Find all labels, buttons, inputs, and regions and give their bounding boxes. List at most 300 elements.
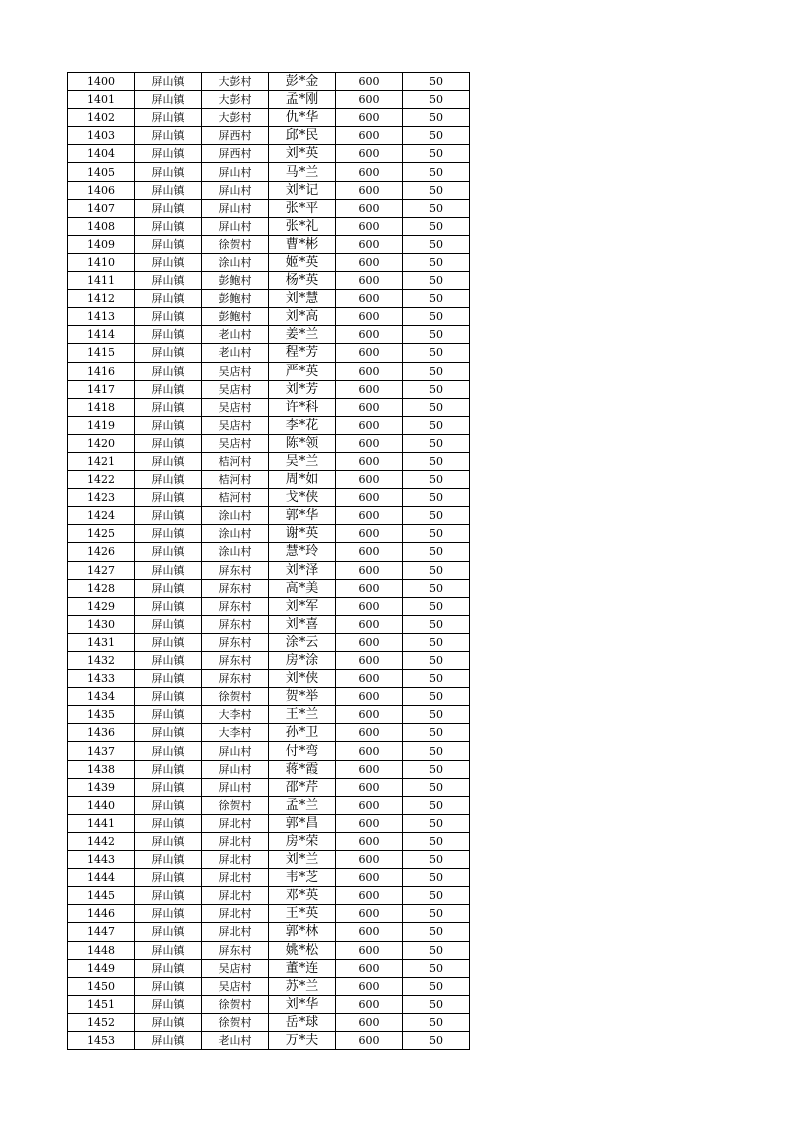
cell-town: 屏山镇 [135,652,202,670]
cell-value: 50 [403,235,470,253]
cell-name: 刘*侠 [269,670,336,688]
cell-town: 屏山镇 [135,923,202,941]
cell-name: 邓*英 [269,887,336,905]
cell-village: 吴店村 [202,380,269,398]
cell-value: 50 [403,416,470,434]
cell-serial-number: 1419 [68,416,135,434]
cell-amount: 600 [336,670,403,688]
cell-amount: 600 [336,814,403,832]
cell-serial-number: 1410 [68,253,135,271]
cell-value: 50 [403,1031,470,1049]
cell-amount: 600 [336,145,403,163]
cell-name: 周*如 [269,471,336,489]
cell-amount: 600 [336,290,403,308]
table-row [68,362,470,380]
cell-town: 屏山镇 [135,706,202,724]
cell-name: 刘*高 [269,308,336,326]
cell-value: 50 [403,905,470,923]
cell-serial-number: 1407 [68,199,135,217]
cell-town: 屏山镇 [135,272,202,290]
cell-serial-number: 1405 [68,163,135,181]
cell-name: 邵*芹 [269,778,336,796]
cell-value: 50 [403,597,470,615]
cell-village: 徐贺村 [202,235,269,253]
cell-value: 50 [403,543,470,561]
cell-value: 50 [403,706,470,724]
table-row [68,742,470,760]
cell-village: 屏山村 [202,163,269,181]
cell-value: 50 [403,851,470,869]
cell-village: 涂山村 [202,253,269,271]
table-row [68,832,470,850]
cell-amount: 600 [336,362,403,380]
cell-serial-number: 1408 [68,217,135,235]
cell-serial-number: 1429 [68,597,135,615]
cell-town: 屏山镇 [135,1013,202,1031]
cell-name: 程*芳 [269,344,336,362]
cell-town: 屏山镇 [135,941,202,959]
cell-town: 屏山镇 [135,507,202,525]
cell-name: 刘*慧 [269,290,336,308]
cell-amount: 600 [336,832,403,850]
table-row [68,199,470,217]
cell-name: 刘*记 [269,181,336,199]
cell-town: 屏山镇 [135,796,202,814]
cell-value: 50 [403,869,470,887]
cell-village: 屏北村 [202,832,269,850]
cell-name: 邱*民 [269,127,336,145]
cell-village: 吴店村 [202,977,269,995]
cell-town: 屏山镇 [135,688,202,706]
table-row [68,796,470,814]
table-row [68,434,470,452]
cell-value: 50 [403,832,470,850]
table-row [68,127,470,145]
table-row [68,181,470,199]
cell-serial-number: 1406 [68,181,135,199]
cell-serial-number: 1443 [68,851,135,869]
cell-amount: 600 [336,688,403,706]
cell-value: 50 [403,471,470,489]
cell-amount: 600 [336,579,403,597]
cell-value: 50 [403,796,470,814]
cell-village: 屏山村 [202,181,269,199]
cell-village: 老山村 [202,1031,269,1049]
cell-town: 屏山镇 [135,959,202,977]
roster-sheet [67,72,470,1050]
table-row [68,688,470,706]
cell-value: 50 [403,778,470,796]
cell-value: 50 [403,73,470,91]
cell-amount: 600 [336,163,403,181]
cell-village: 徐贺村 [202,796,269,814]
cell-town: 屏山镇 [135,434,202,452]
cell-town: 屏山镇 [135,362,202,380]
cell-name: 仇*华 [269,109,336,127]
cell-village: 老山村 [202,344,269,362]
cell-name: 刘*华 [269,995,336,1013]
cell-town: 屏山镇 [135,995,202,1013]
table-row [68,109,470,127]
cell-serial-number: 1420 [68,434,135,452]
cell-amount: 600 [336,887,403,905]
cell-town: 屏山镇 [135,579,202,597]
table-row [68,1013,470,1031]
cell-value: 50 [403,398,470,416]
cell-village: 桔河村 [202,471,269,489]
cell-amount: 600 [336,380,403,398]
cell-value: 50 [403,995,470,1013]
cell-amount: 600 [336,652,403,670]
cell-amount: 600 [336,398,403,416]
cell-serial-number: 1417 [68,380,135,398]
cell-name: 董*连 [269,959,336,977]
cell-amount: 600 [336,778,403,796]
table-row [68,652,470,670]
cell-name: 严*英 [269,362,336,380]
table-row [68,724,470,742]
table-row [68,163,470,181]
table-row [68,543,470,561]
cell-serial-number: 1439 [68,778,135,796]
cell-name: 郭*华 [269,507,336,525]
cell-value: 50 [403,199,470,217]
cell-name: 慧*玲 [269,543,336,561]
cell-name: 高*美 [269,579,336,597]
table-row [68,308,470,326]
cell-amount: 600 [336,525,403,543]
cell-town: 屏山镇 [135,525,202,543]
cell-serial-number: 1452 [68,1013,135,1031]
cell-amount: 600 [336,959,403,977]
cell-village: 涂山村 [202,507,269,525]
cell-town: 屏山镇 [135,832,202,850]
cell-village: 屏山村 [202,742,269,760]
cell-value: 50 [403,145,470,163]
cell-serial-number: 1426 [68,543,135,561]
cell-village: 涂山村 [202,525,269,543]
cell-village: 彭鲍村 [202,308,269,326]
cell-village: 屏北村 [202,814,269,832]
cell-name: 涂*云 [269,633,336,651]
cell-village: 屏北村 [202,869,269,887]
cell-serial-number: 1409 [68,235,135,253]
cell-village: 吴店村 [202,959,269,977]
cell-amount: 600 [336,561,403,579]
table-row [68,235,470,253]
cell-value: 50 [403,507,470,525]
cell-amount: 600 [336,869,403,887]
cell-town: 屏山镇 [135,127,202,145]
cell-serial-number: 1438 [68,760,135,778]
cell-amount: 600 [336,344,403,362]
cell-serial-number: 1403 [68,127,135,145]
cell-village: 屏东村 [202,561,269,579]
cell-value: 50 [403,489,470,507]
cell-name: 孟*兰 [269,796,336,814]
cell-amount: 600 [336,742,403,760]
table-row [68,290,470,308]
cell-value: 50 [403,181,470,199]
cell-serial-number: 1414 [68,326,135,344]
cell-town: 屏山镇 [135,633,202,651]
cell-value: 50 [403,434,470,452]
cell-name: 郭*昌 [269,814,336,832]
cell-amount: 600 [336,434,403,452]
cell-village: 屏东村 [202,633,269,651]
cell-town: 屏山镇 [135,145,202,163]
cell-serial-number: 1437 [68,742,135,760]
cell-town: 屏山镇 [135,452,202,470]
cell-village: 屏东村 [202,615,269,633]
cell-value: 50 [403,814,470,832]
table-row [68,814,470,832]
cell-serial-number: 1450 [68,977,135,995]
cell-name: 刘*军 [269,597,336,615]
cell-serial-number: 1427 [68,561,135,579]
table-row [68,851,470,869]
cell-amount: 600 [336,109,403,127]
table-row [68,398,470,416]
cell-village: 大彭村 [202,91,269,109]
cell-amount: 600 [336,253,403,271]
cell-serial-number: 1423 [68,489,135,507]
cell-name: 王*兰 [269,706,336,724]
cell-village: 屏山村 [202,199,269,217]
table-row [68,905,470,923]
cell-amount: 600 [336,597,403,615]
cell-town: 屏山镇 [135,416,202,434]
cell-value: 50 [403,688,470,706]
cell-name: 万*夫 [269,1031,336,1049]
table-row [68,525,470,543]
table-row [68,760,470,778]
cell-name: 付*弯 [269,742,336,760]
cell-value: 50 [403,742,470,760]
cell-name: 姜*兰 [269,326,336,344]
cell-amount: 600 [336,416,403,434]
cell-name: 吴*兰 [269,452,336,470]
table-row [68,941,470,959]
cell-value: 50 [403,380,470,398]
cell-town: 屏山镇 [135,977,202,995]
cell-value: 50 [403,615,470,633]
cell-name: 刘*英 [269,145,336,163]
cell-amount: 600 [336,995,403,1013]
cell-name: 杨*英 [269,272,336,290]
cell-name: 贺*举 [269,688,336,706]
cell-value: 50 [403,887,470,905]
cell-village: 徐贺村 [202,1013,269,1031]
table-row [68,633,470,651]
cell-village: 屏山村 [202,217,269,235]
cell-name: 姚*松 [269,941,336,959]
cell-village: 屏山村 [202,760,269,778]
cell-serial-number: 1451 [68,995,135,1013]
cell-name: 戈*侠 [269,489,336,507]
cell-serial-number: 1447 [68,923,135,941]
cell-village: 涂山村 [202,543,269,561]
table-row [68,670,470,688]
cell-serial-number: 1411 [68,272,135,290]
table-row [68,706,470,724]
cell-amount: 600 [336,977,403,995]
cell-name: 彭*金 [269,73,336,91]
cell-amount: 600 [336,724,403,742]
cell-value: 50 [403,561,470,579]
table-row [68,778,470,796]
cell-amount: 600 [336,199,403,217]
table-row [68,380,470,398]
cell-town: 屏山镇 [135,235,202,253]
cell-name: 刘*泽 [269,561,336,579]
cell-value: 50 [403,91,470,109]
cell-name: 许*科 [269,398,336,416]
cell-value: 50 [403,326,470,344]
cell-town: 屏山镇 [135,1031,202,1049]
cell-name: 刘*芳 [269,380,336,398]
cell-amount: 600 [336,633,403,651]
cell-name: 王*英 [269,905,336,923]
cell-serial-number: 1436 [68,724,135,742]
cell-amount: 600 [336,507,403,525]
cell-amount: 600 [336,127,403,145]
table-row [68,326,470,344]
cell-serial-number: 1412 [68,290,135,308]
cell-name: 马*兰 [269,163,336,181]
cell-serial-number: 1441 [68,814,135,832]
table-row [68,887,470,905]
cell-amount: 600 [336,905,403,923]
table-row [68,1031,470,1049]
table-row [68,91,470,109]
cell-value: 50 [403,344,470,362]
cell-value: 50 [403,525,470,543]
table-row [68,452,470,470]
cell-serial-number: 1416 [68,362,135,380]
table-row [68,597,470,615]
table-row [68,977,470,995]
cell-town: 屏山镇 [135,290,202,308]
cell-amount: 600 [336,760,403,778]
cell-amount: 600 [336,181,403,199]
cell-town: 屏山镇 [135,109,202,127]
cell-town: 屏山镇 [135,814,202,832]
table-row [68,579,470,597]
cell-village: 大李村 [202,724,269,742]
cell-town: 屏山镇 [135,851,202,869]
cell-village: 桔河村 [202,452,269,470]
cell-village: 屏东村 [202,652,269,670]
cell-name: 张*礼 [269,217,336,235]
cell-name: 姬*英 [269,253,336,271]
cell-amount: 600 [336,543,403,561]
cell-serial-number: 1404 [68,145,135,163]
cell-value: 50 [403,579,470,597]
table-row [68,869,470,887]
cell-village: 屏山村 [202,778,269,796]
cell-amount: 600 [336,796,403,814]
cell-value: 50 [403,362,470,380]
cell-serial-number: 1446 [68,905,135,923]
cell-amount: 600 [336,1031,403,1049]
cell-village: 屏东村 [202,579,269,597]
cell-serial-number: 1418 [68,398,135,416]
cell-town: 屏山镇 [135,253,202,271]
cell-value: 50 [403,959,470,977]
cell-name: 苏*兰 [269,977,336,995]
cell-town: 屏山镇 [135,778,202,796]
cell-village: 大彭村 [202,73,269,91]
cell-town: 屏山镇 [135,344,202,362]
cell-value: 50 [403,923,470,941]
cell-value: 50 [403,109,470,127]
table-row [68,73,470,91]
cell-value: 50 [403,272,470,290]
cell-serial-number: 1401 [68,91,135,109]
cell-name: 房*荣 [269,832,336,850]
cell-serial-number: 1425 [68,525,135,543]
cell-village: 屏西村 [202,145,269,163]
cell-serial-number: 1442 [68,832,135,850]
cell-town: 屏山镇 [135,181,202,199]
table-row [68,253,470,271]
cell-value: 50 [403,941,470,959]
cell-name: 刘*喜 [269,615,336,633]
cell-name: 张*平 [269,199,336,217]
cell-value: 50 [403,217,470,235]
cell-village: 吴店村 [202,416,269,434]
cell-village: 屏东村 [202,941,269,959]
cell-serial-number: 1432 [68,652,135,670]
roster-table [67,72,470,1050]
cell-amount: 600 [336,923,403,941]
cell-amount: 600 [336,615,403,633]
cell-serial-number: 1449 [68,959,135,977]
cell-amount: 600 [336,851,403,869]
cell-village: 屏西村 [202,127,269,145]
cell-town: 屏山镇 [135,724,202,742]
cell-serial-number: 1413 [68,308,135,326]
cell-serial-number: 1402 [68,109,135,127]
cell-value: 50 [403,652,470,670]
cell-town: 屏山镇 [135,163,202,181]
cell-town: 屏山镇 [135,217,202,235]
cell-serial-number: 1421 [68,452,135,470]
cell-name: 郭*林 [269,923,336,941]
cell-serial-number: 1428 [68,579,135,597]
cell-name: 刘*兰 [269,851,336,869]
cell-town: 屏山镇 [135,742,202,760]
cell-village: 屏东村 [202,597,269,615]
cell-value: 50 [403,670,470,688]
cell-value: 50 [403,724,470,742]
cell-name: 曹*彬 [269,235,336,253]
cell-town: 屏山镇 [135,760,202,778]
cell-town: 屏山镇 [135,380,202,398]
cell-amount: 600 [336,217,403,235]
cell-town: 屏山镇 [135,869,202,887]
cell-serial-number: 1434 [68,688,135,706]
cell-serial-number: 1424 [68,507,135,525]
cell-name: 房*涂 [269,652,336,670]
cell-village: 屏北村 [202,851,269,869]
cell-serial-number: 1415 [68,344,135,362]
cell-amount: 600 [336,235,403,253]
table-row [68,561,470,579]
table-row [68,489,470,507]
cell-amount: 600 [336,452,403,470]
